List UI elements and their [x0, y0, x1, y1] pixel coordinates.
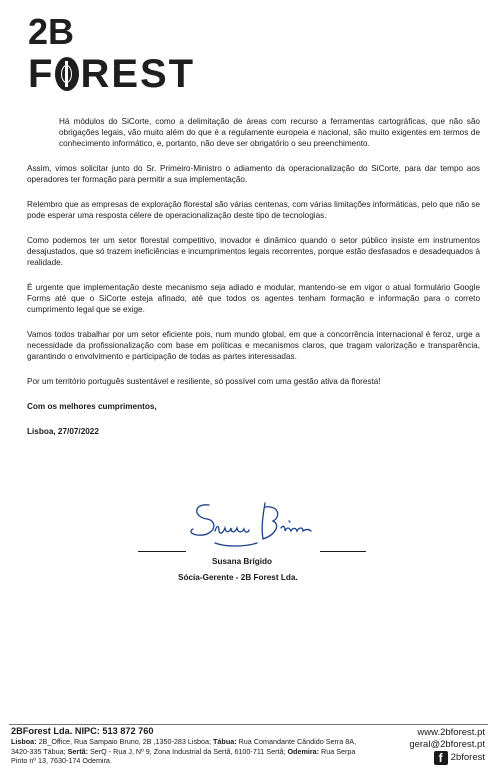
paragraph-3: Relembro que as empresas de exploração florestal são várias centenas, com várias limitações informáticas, pelo que não se pode esperar uma resposta célere de operacionalização deste tipo de tecnologias. — [27, 200, 480, 220]
signatory-role: Sócia-Gerente - 2B Forest Lda. — [178, 573, 298, 582]
paragraph-2: Assim, vimos solicitar junto do Sr. Primeiro-Ministro o adiamento da operacionalização do SiCorte, para dar tempo aos operadores ter formação para permitir a sua implementação. — [27, 164, 480, 184]
handwritten-signature — [185, 495, 325, 550]
company-logo — [28, 11, 196, 96]
place-date: Lisboa, 27/07/2022 — [27, 427, 99, 436]
paragraph-4: Como podemos ter um setor florestal competitivo, inovador e dinâmico quando o setor público insiste em instrumentos desajustados, que só trazem ineficiências e incumprimentos legais recorrentes, porque estão desfasados e desadequados à realidade. — [27, 236, 480, 267]
facebook-link[interactable] — [434, 751, 485, 765]
signatory-name: Susana Brígido — [212, 557, 273, 566]
footer-addresses — [11, 726, 371, 766]
facebook-handle: 2bforest — [450, 752, 485, 763]
paragraph-1: Há módulos do SiCorte, como a delimitação de áreas com recurso a ferramentas cartográficas, que não são obrigações legais, vão muito além do que é a regulamente europeia e nacional, são muito exigentes em termos de conhecimento informático, e, portanto, não deve ser obrigatório o seu preenchimento. — [59, 117, 480, 148]
footer-contacts — [409, 727, 485, 766]
logo-line-1: 2B — [28, 11, 75, 52]
tabua-label: Tábua: — [213, 737, 237, 746]
company-registration: 2BForest Lda. NIPC: 513 872 760 — [11, 726, 154, 736]
logo-letters-rest: REST — [80, 52, 196, 96]
email-link[interactable]: geral@2bforest.pt — [409, 739, 485, 750]
serta-label: Sertã: — [67, 746, 88, 756]
facebook-icon: f — [434, 751, 448, 765]
logo-letter-f: F — [28, 52, 55, 96]
paragraph-7: Por um território português sustentável e resiliente, só possível com uma gestão ativa da floresta! — [27, 377, 381, 386]
odemira-label: Odemira: — [287, 746, 320, 756]
lisboa-label: Lisboa: — [11, 737, 37, 746]
paragraph-5: É urgente que implementação deste mecanismo seja adiado e modular, mantendo-se em vigor o atual formulário Google Forms até que o SiCorte esteja afinado, até que todos os agentes tenham formação e informação para o correto cumprimento legal que se exige. — [27, 283, 480, 314]
website-link[interactable]: www.2bforest.pt — [417, 727, 485, 738]
footer-divider — [9, 724, 488, 725]
letter-body — [27, 116, 480, 451]
paragraph-6: Vamos todos trabalhar por um setor eficiente pois, num mundo global, em que a concorrência internacional é feroz, urge a necessidade da profissionalização com base em políticas e mecanismos claros, que tragam valorização e transparência, garantindo o envolvimento e participação de todas as partes interessadas. — [27, 330, 480, 361]
lisboa-address: 2B_Office, Rua Sampaio Bruno, 2B ,1350-283 Lisboa; — [38, 737, 212, 746]
tree-seed-icon — [55, 57, 79, 91]
odemira-address: Rua Serpa Pinto nº 13, 7630-174 Odemira. — [11, 746, 356, 765]
address-block — [11, 737, 371, 766]
signature-line-left — [138, 551, 186, 552]
tabua-address: Rua Comandante Cândido Serra 8A, 3420-335 Tábua; — [11, 737, 357, 756]
logo-line-2 — [28, 54, 195, 94]
closing-line: Com os melhores cumprimentos, — [27, 402, 157, 411]
signature-line-right — [320, 551, 366, 552]
serta-address: SerQ - Rua J, Nº 9, Zona Industrial da Sertã, 6100-711 Sertã; — [90, 746, 286, 756]
